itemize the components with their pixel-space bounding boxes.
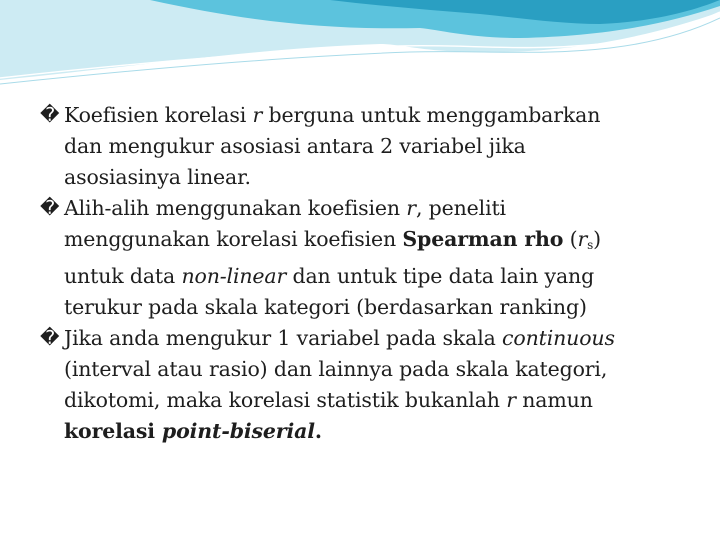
bullet-text-line: Jika anda mengukur 1 variabel pada skala continuous xyxy=(64,326,615,350)
bullet-item xyxy=(40,100,680,193)
bullet-text-line: untuk data non-linear dan untuk tipe data lain yang xyxy=(64,264,595,288)
bullet-glyph: � xyxy=(40,104,60,126)
header-wave-decoration xyxy=(0,0,720,90)
bullet-glyph: � xyxy=(40,327,60,349)
bullet-item xyxy=(40,323,680,447)
bullet-list xyxy=(40,100,680,447)
bullet-text-line: menggunakan korelasi koefisien Spearman rho $(r_s)$ xyxy=(64,227,602,252)
bullet-text-line: asosiasinya linear. xyxy=(64,165,251,189)
bullet-text-line: dan mengukur asosiasi antara 2 variabel jika xyxy=(64,134,526,158)
bullet-item xyxy=(40,193,680,323)
bullet-text-line: terukur pada skala kategori (berdasarkan ranking) xyxy=(64,295,587,319)
bullet-text-line: Koefisien korelasi r berguna untuk menggambarkan xyxy=(64,103,601,127)
bullet-text-line: dikotomi, maka korelasi statistik bukanlah r namun xyxy=(64,388,593,412)
bullet-glyph: � xyxy=(40,197,60,219)
bullet-text-line: korelasi point-biserial. xyxy=(64,419,322,443)
bullet-text-line: (interval atau rasio) dan lainnya pada skala kategori, xyxy=(64,357,608,381)
bullet-text-line: Alih-alih menggunakan koefisien r, peneliti xyxy=(64,196,506,220)
